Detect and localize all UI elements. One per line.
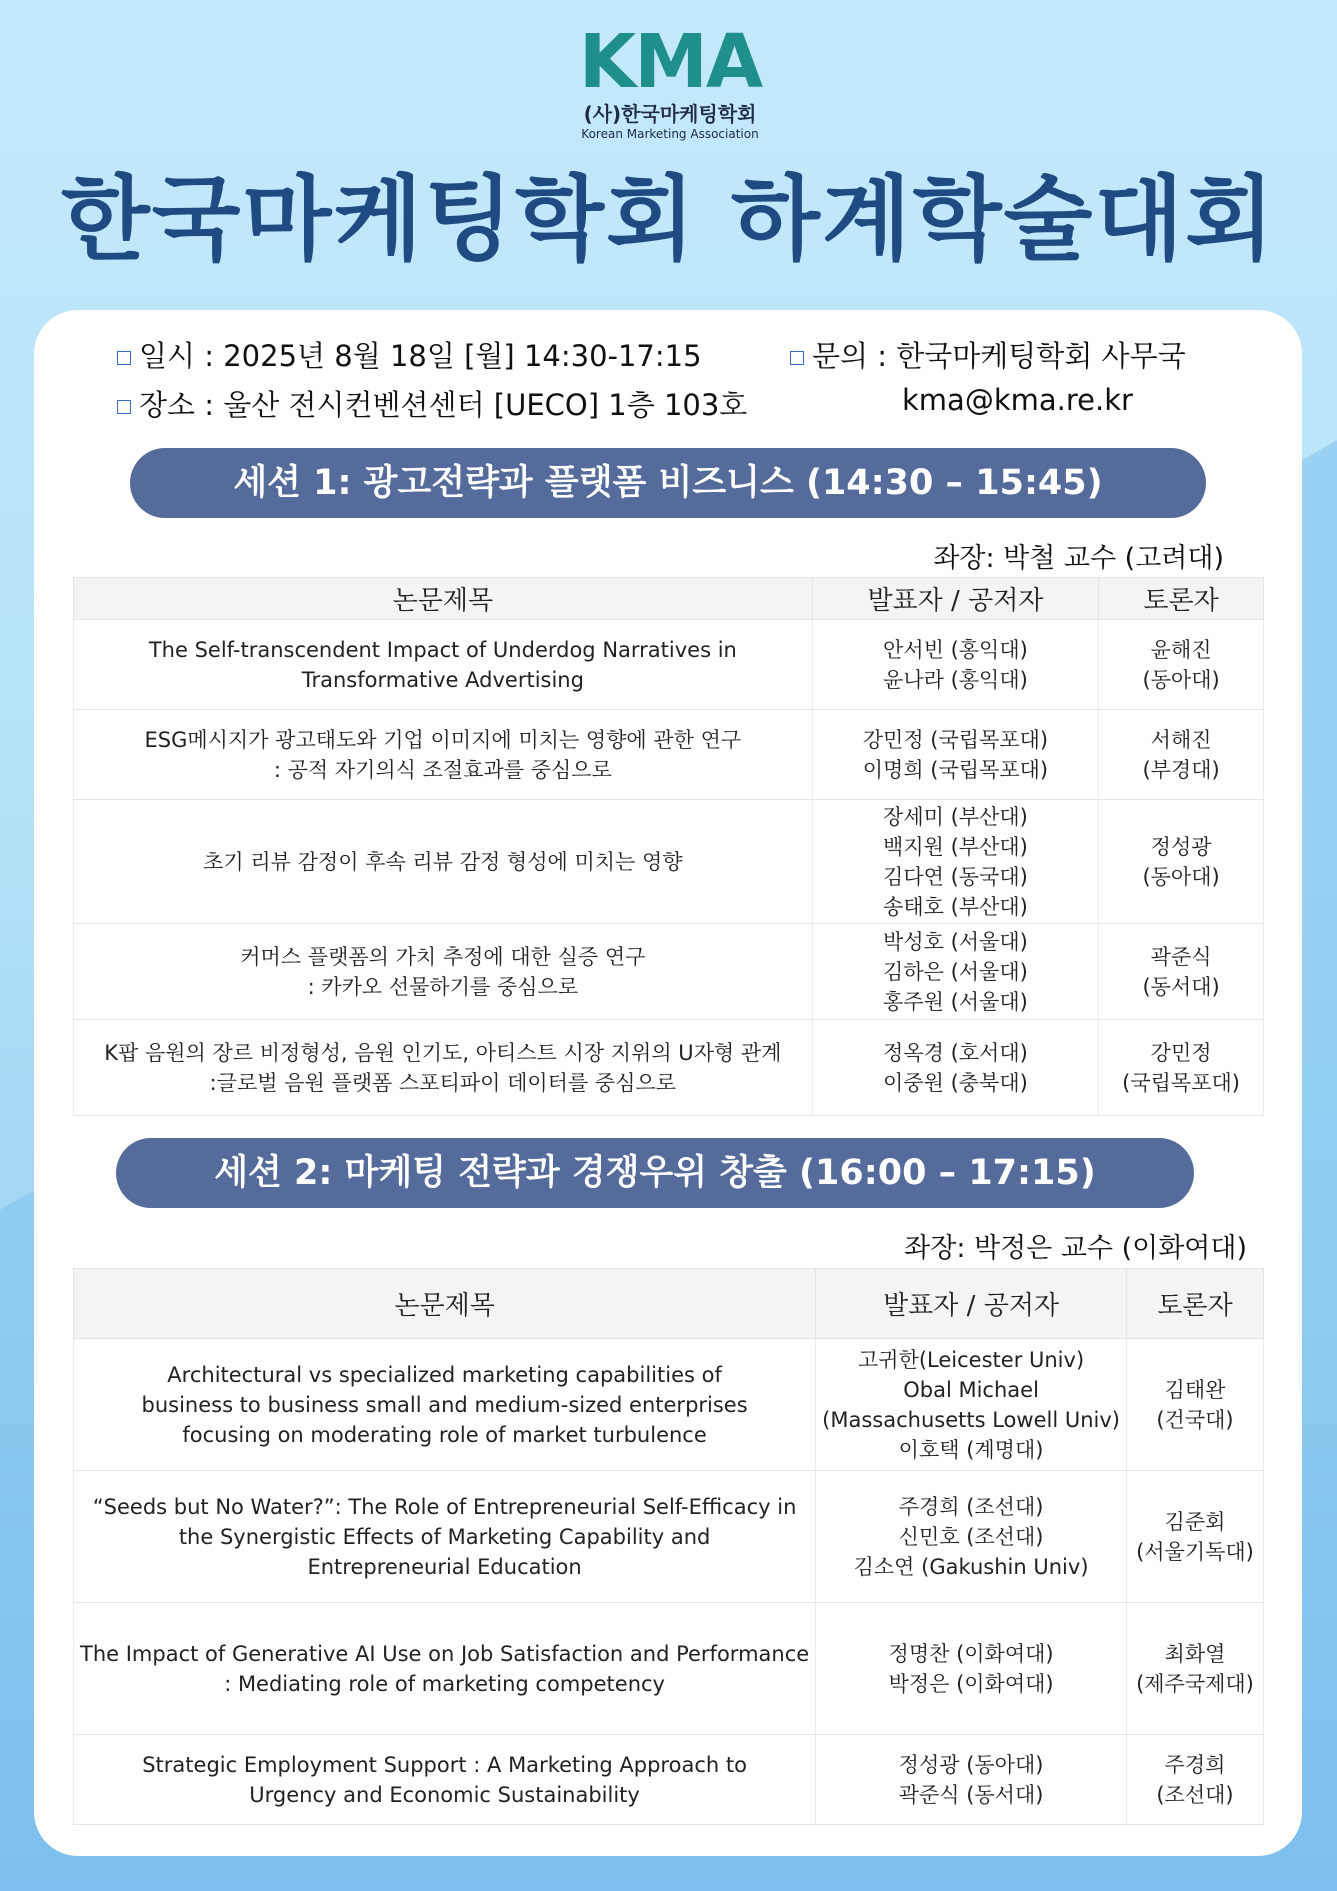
text-line: 정옥경 (호서대) xyxy=(883,1040,1028,1065)
text-line: 최화열 xyxy=(1164,1641,1226,1666)
text-line: 곽준식 xyxy=(1150,944,1212,969)
table-row xyxy=(74,800,1264,924)
paper-title-cell xyxy=(74,710,813,800)
discussant-cell xyxy=(1126,1735,1263,1825)
text-line: (동아대) xyxy=(1142,864,1220,889)
presenters-cell xyxy=(816,1603,1127,1735)
bullet-square-icon xyxy=(790,351,804,365)
col-header-discussant: 토론자 xyxy=(1126,1269,1263,1339)
session2-heading: 세션 2: 마케팅 전략과 경쟁우위 창출 (16:00 – 17:15) xyxy=(116,1138,1194,1208)
text-line: (Massachusetts Lowell Univ) xyxy=(822,1407,1120,1432)
text-line: (부경대) xyxy=(1142,757,1220,782)
text-line: 홍주원 (서울대) xyxy=(883,989,1028,1014)
presenters-cell xyxy=(816,1735,1127,1825)
text-line: (동아대) xyxy=(1142,667,1220,692)
paper-title-cell xyxy=(74,800,813,924)
text-line: Urgency and Economic Sustainability xyxy=(249,1782,640,1807)
text-line: The Self-transcendent Impact of Underdog Narratives in xyxy=(148,637,737,662)
paper-title-cell xyxy=(74,1339,816,1471)
presenters-cell xyxy=(812,924,1098,1020)
bullet-square-icon xyxy=(117,351,131,365)
text-line: 초기 리뷰 감정이 후속 리뷰 감정 형성에 미치는 영향 xyxy=(203,849,683,874)
text-line: the Synergistic Effects of Marketing Capability and xyxy=(178,1524,711,1549)
presenters-cell xyxy=(812,710,1098,800)
table-row xyxy=(74,1735,1264,1825)
col-header-presenter: 발표자 / 공저자 xyxy=(816,1269,1127,1339)
paper-title-cell xyxy=(74,620,813,710)
text-line: (조선대) xyxy=(1156,1782,1234,1807)
text-line: The Impact of Generative AI Use on Job Satisfaction and Performance xyxy=(80,1641,810,1666)
col-header-title: 논문제목 xyxy=(74,578,813,620)
paper-title-cell xyxy=(74,924,813,1020)
text-line: Architectural vs specialized marketing capabilities of xyxy=(167,1362,722,1387)
discussant-cell xyxy=(1099,924,1264,1020)
session1-heading: 세션 1: 광고전략과 플랫폼 비즈니스 (14:30 – 15:45) xyxy=(130,448,1206,518)
text-line: : Mediating role of marketing competency xyxy=(224,1671,665,1696)
presenters-cell xyxy=(816,1339,1127,1471)
text-line: 송태호 (부산대) xyxy=(883,894,1028,919)
text-line: 곽준식 (동서대) xyxy=(898,1782,1044,1807)
bullet-square-icon xyxy=(117,400,131,414)
text-line: 이호택 (계명대) xyxy=(898,1437,1044,1462)
discussant-cell xyxy=(1099,620,1264,710)
text-line: 정성광 xyxy=(1150,834,1212,859)
table-row xyxy=(74,924,1264,1020)
col-header-title: 논문제목 xyxy=(74,1269,816,1339)
text-line: 윤나라 (홍익대) xyxy=(883,667,1028,692)
text-line: 백지원 (부산대) xyxy=(883,834,1028,859)
text-line: 김소연 (Gakushin Univ) xyxy=(853,1554,1089,1579)
text-line: 강민정 xyxy=(1150,1040,1212,1065)
presenters-cell xyxy=(812,1020,1098,1116)
text-line: 고귀한(Leicester Univ) xyxy=(858,1347,1085,1372)
presenters-cell xyxy=(812,800,1098,924)
text-line: (서울기독대) xyxy=(1136,1539,1254,1564)
paper-title-cell xyxy=(74,1603,816,1735)
logo-mark: KMA xyxy=(578,19,762,105)
text-line: focusing on moderating role of market turbulence xyxy=(182,1422,707,1447)
discussant-cell xyxy=(1099,1020,1264,1116)
text-line: 강민정 (국립목포대) xyxy=(862,727,1049,752)
session1-table xyxy=(73,577,1264,1116)
text-line: 박정은 (이화여대) xyxy=(888,1671,1054,1696)
text-line: 커머스 플랫폼의 가치 추정에 대한 실증 연구 xyxy=(240,944,646,969)
paper-title-cell xyxy=(74,1471,816,1603)
text-line: : 카카오 선물하기를 중심으로 xyxy=(307,974,579,999)
page-title: 한국마케팅학회 하계학술대회 xyxy=(60,166,1277,273)
presenters-cell xyxy=(816,1471,1127,1603)
text-line: business to business small and medium-sized enterprises xyxy=(141,1392,748,1417)
text-line: 안서빈 (홍익대) xyxy=(883,637,1028,662)
text-line: ESG메시지가 광고태도와 기업 이미지에 미치는 영향에 관한 연구 xyxy=(144,727,742,752)
discussant-cell xyxy=(1126,1603,1263,1735)
text-line: (동서대) xyxy=(1142,974,1220,999)
text-line: 김준회 xyxy=(1164,1509,1226,1534)
session2-table xyxy=(73,1268,1264,1825)
text-line: 김다연 (동국대) xyxy=(883,864,1028,889)
info-venue: 장소 : 울산 전시컨벤션센터 [UECO] 1층 103호 xyxy=(117,383,747,424)
table-row xyxy=(74,710,1264,800)
text-line: 이명희 (국립목포대) xyxy=(862,757,1049,782)
text-line: 장세미 (부산대) xyxy=(883,804,1028,829)
text-line: Entrepreneurial Education xyxy=(307,1554,582,1579)
paper-title-cell xyxy=(74,1020,813,1116)
info-contact: 문의 : 한국마케팅학회 사무국 xyxy=(790,334,1186,375)
col-header-discussant: 토론자 xyxy=(1099,578,1264,620)
text-line: : 공적 자기의식 조절효과를 중심으로 xyxy=(273,757,612,782)
table-row xyxy=(74,1020,1264,1116)
text-line: Strategic Employment Support : A Marketing Approach to xyxy=(142,1752,747,1777)
logo-name-en: Korean Marketing Association xyxy=(581,127,759,141)
text-line: 이중원 (충북대) xyxy=(883,1070,1028,1095)
text-line: (건국대) xyxy=(1156,1407,1234,1432)
text-line: 정명찬 (이화여대) xyxy=(888,1641,1054,1666)
table-row xyxy=(74,1339,1264,1471)
text-line: K팝 음원의 장르 비정형성, 음원 인기도, 아티스트 시장 지위의 U자형 관계 xyxy=(104,1040,782,1065)
text-line: :글로벌 음원 플랫폼 스포티파이 데이터를 중심으로 xyxy=(209,1070,677,1095)
session1-chair: 좌장: 박철 교수 (고려대) xyxy=(933,543,1224,574)
table-row xyxy=(74,1603,1264,1735)
discussant-cell xyxy=(1126,1339,1263,1471)
text-line: (제주국제대) xyxy=(1136,1671,1254,1696)
text-line: Obal Michael xyxy=(903,1377,1039,1402)
kma-logo xyxy=(540,14,800,154)
table-row xyxy=(74,1471,1264,1603)
text-line: Transformative Advertising xyxy=(301,667,584,692)
text-line: 정성광 (동아대) xyxy=(898,1752,1044,1777)
discussant-cell xyxy=(1126,1471,1263,1603)
session2-chair: 좌장: 박정은 교수 (이화여대) xyxy=(904,1233,1247,1264)
col-header-presenter: 발표자 / 공저자 xyxy=(812,578,1098,620)
text-line: 김하은 (서울대) xyxy=(883,959,1028,984)
logo-name-kr: (사)한국마케팅학회 xyxy=(583,102,757,126)
text-line: 신민호 (조선대) xyxy=(898,1524,1044,1549)
presenters-cell xyxy=(812,620,1098,710)
text-line: (국립목포대) xyxy=(1122,1070,1240,1095)
discussant-cell xyxy=(1099,800,1264,924)
info-date: 일시 : 2025년 8월 18일 [월] 14:30-17:15 xyxy=(117,334,702,375)
text-line: 주경희 (조선대) xyxy=(898,1494,1044,1519)
discussant-cell xyxy=(1099,710,1264,800)
text-line: 박성호 (서울대) xyxy=(883,929,1028,954)
text-line: “Seeds but No Water?”: The Role of Entrepreneurial Self-Efficacy in xyxy=(92,1494,797,1519)
text-line: 윤해진 xyxy=(1150,637,1212,662)
text-line: 김태완 xyxy=(1164,1377,1226,1402)
text-line: 서해진 xyxy=(1150,727,1212,752)
info-email: kma@kma.re.kr xyxy=(902,383,1133,417)
text-line: 주경희 xyxy=(1164,1752,1226,1777)
paper-title-cell xyxy=(74,1735,816,1825)
table-row xyxy=(74,620,1264,710)
